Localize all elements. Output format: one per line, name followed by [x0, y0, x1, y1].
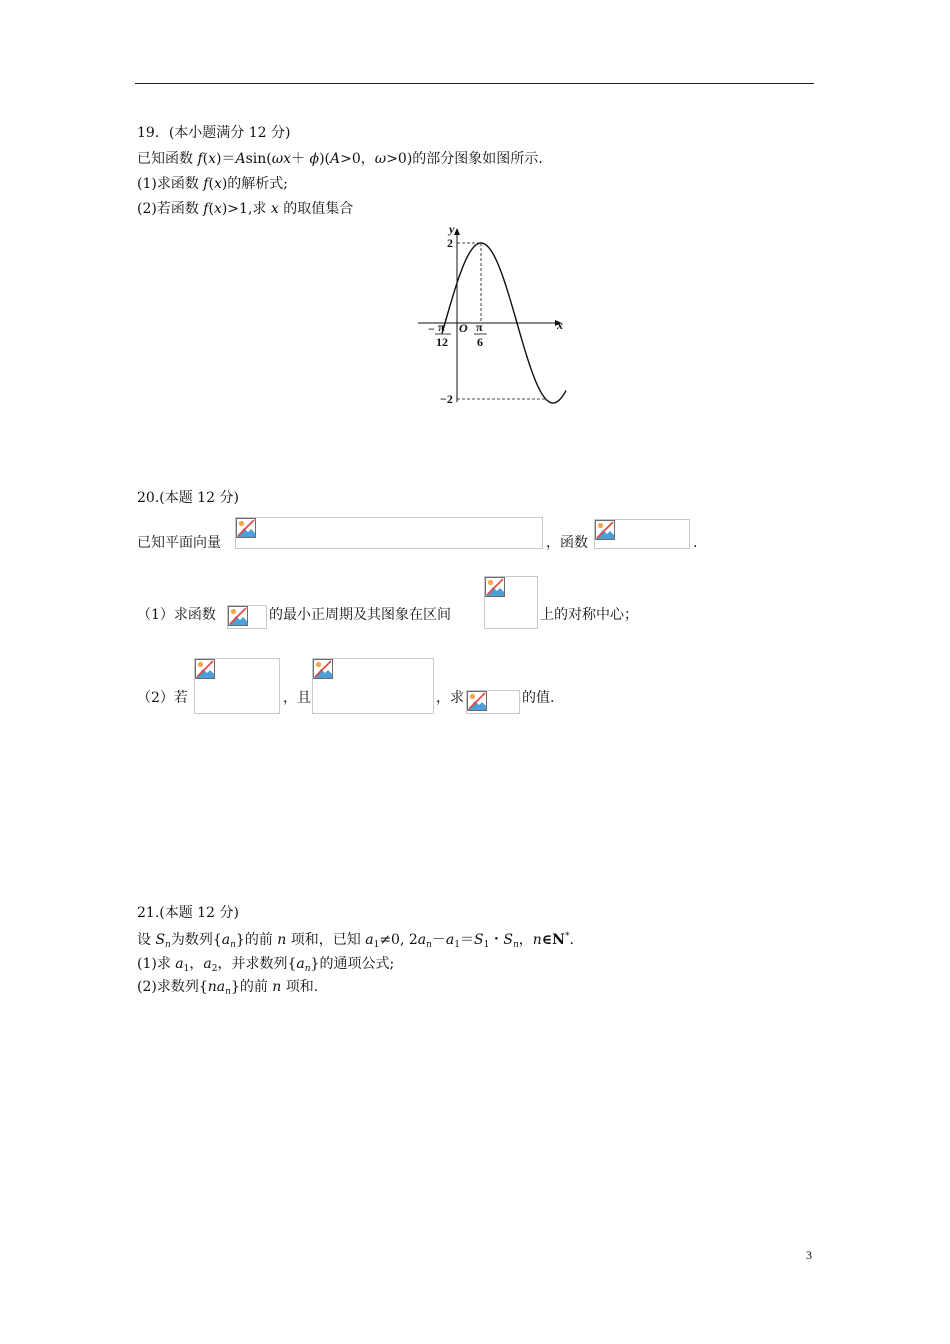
y-max-label: 2	[447, 236, 453, 250]
formula-image-interval	[484, 576, 538, 629]
y-axis-arrow	[454, 228, 460, 235]
q19-part1: (1)求函数 f(x)的解析式;	[137, 176, 289, 192]
broken-image-icon	[313, 659, 333, 679]
neg-tick-numerator: π	[438, 320, 445, 334]
broken-image-icon	[467, 691, 487, 711]
q21-header: 21.(本题 12 分)	[137, 905, 239, 921]
formula-image-function	[594, 519, 690, 549]
q20-line1: 已知平面向量	[137, 535, 221, 551]
q19-stem: 已知函数 f(x)＝Asin(ωx＋ ϕ)(A>0，ω>0)的部分图象如图所示.	[137, 151, 543, 167]
neg-tick-sign: −	[428, 322, 435, 336]
q20-part1: （1）求函数	[137, 607, 216, 623]
broken-image-icon	[228, 606, 248, 626]
q21-part1: (1)求 $a_1$，$a_2$，并求数列$\{a_n\}$的通项公式;	[137, 956, 395, 974]
page-number: 3	[806, 1248, 812, 1262]
formula-image-condition1	[194, 658, 280, 714]
q19-header: 19．(本小题满分 12 分)	[137, 125, 291, 141]
broken-image-icon	[595, 520, 615, 540]
q20-header: 20.(本题 12 分)	[137, 490, 239, 506]
formula-image-vectors	[235, 517, 543, 549]
y-axis-label: y	[449, 222, 455, 236]
q21-part2: (2)求数列$\{na_n\}$的前 n 项和.	[137, 979, 319, 997]
origin-label: O	[459, 321, 468, 335]
q20-part2: （2）若	[137, 690, 188, 706]
neg-tick-denominator: 12	[436, 335, 448, 349]
broken-image-icon	[236, 518, 256, 538]
broken-image-icon	[195, 659, 215, 679]
q19-part2: (2)若函数 f(x)>1,求 x 的取值集合	[137, 201, 354, 217]
formula-image-condition2	[312, 658, 434, 714]
header-rule	[135, 83, 814, 84]
formula-image-fx	[227, 605, 267, 629]
sine-graph	[410, 222, 580, 412]
broken-image-icon	[485, 577, 505, 597]
formula-image-target	[466, 690, 520, 714]
y-min-label: −2	[440, 392, 453, 406]
x-axis-label: x	[557, 318, 563, 332]
q21-stem: 设 $S_n$为数列$\{a_n\}$的前 n 项和，已知 $a_1\ne 0$, $2a_n-a_1=S_1$・$S_n$，n∈N*.	[137, 931, 574, 950]
pos-tick-numerator: π	[476, 320, 483, 334]
pos-tick-denominator: 6	[477, 335, 483, 349]
